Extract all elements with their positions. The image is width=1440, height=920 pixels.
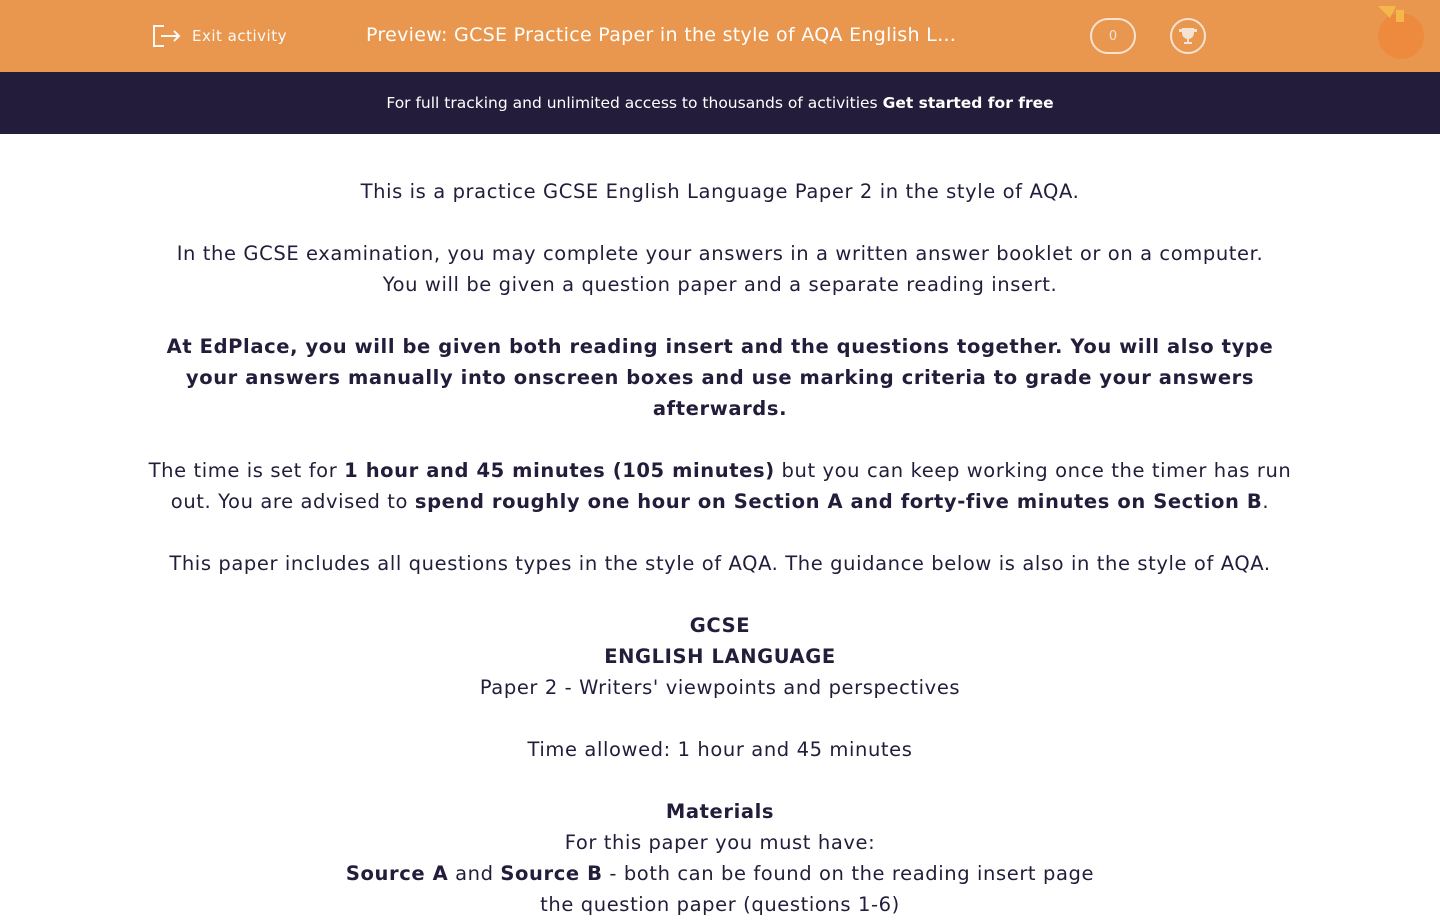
h-gcse: GCSE — [689, 614, 751, 637]
materials-heading: Materials — [665, 800, 775, 823]
exam-format-line2: You will be given a question paper and a separate reading insert. — [382, 273, 1058, 296]
sources-rest: - both can be found on the reading insert page — [602, 862, 1095, 885]
paper-heading — [140, 610, 1300, 703]
h-paper: Paper 2 - Writers' viewpoints and perspectives — [479, 676, 961, 699]
intro: This is a practice GCSE English Language Paper 2 in the style of AQA. — [360, 180, 1080, 203]
source-a: Source A — [345, 862, 449, 885]
time-note — [140, 455, 1300, 517]
source-b: Source B — [500, 862, 603, 885]
guidance-note: This paper includes all questions types in the style of AQA. The guidance below is also in the style of AQA. — [169, 552, 1271, 575]
exit-activity-button[interactable] — [150, 22, 287, 50]
edplace-note-text: At EdPlace, you will be given both reading insert and the questions together. You will also type your answers manually into onscreen boxes and use marking criteria to grade your answers afterwards. — [166, 335, 1274, 420]
t1: The time is set for — [148, 459, 345, 482]
exam-format-line1: In the GCSE examination, you may complete your answers in a written answer booklet or on a computer. — [176, 242, 1264, 265]
trophy-button[interactable] — [1170, 18, 1206, 54]
materials-intro: For this paper you must have: — [564, 831, 876, 854]
exit-label: Exit activity — [192, 27, 287, 45]
signup-banner — [0, 72, 1440, 134]
top-bar — [0, 0, 1440, 72]
materials — [140, 796, 1300, 920]
activity-title: Preview: GCSE Practice Paper in the style of AQA English L… — [366, 24, 957, 46]
edplace-logo — [1376, 4, 1430, 60]
banner-text: For full tracking and unlimited access to thousands of activities — [386, 94, 878, 112]
trophy-icon — [1178, 26, 1198, 46]
t4: spend roughly one hour on Section A and forty-five minutes on Section B — [414, 490, 1263, 513]
t2: 1 hour and 45 minutes (105 minutes) — [344, 459, 775, 482]
t3: but you can keep working once the timer has run out. You are advised to — [170, 459, 1292, 513]
edplace-note — [140, 331, 1300, 424]
instructions — [140, 176, 1300, 920]
exam-format — [140, 238, 1300, 300]
h-subject: ENGLISH LANGUAGE — [604, 645, 836, 668]
and: and — [448, 862, 501, 885]
time-allowed: Time allowed: 1 hour and 45 minutes — [527, 738, 913, 761]
score-badge: 0 — [1090, 18, 1136, 54]
get-started-link[interactable]: Get started for free — [882, 94, 1054, 112]
question-paper: the question paper (questions 1-6) — [540, 893, 900, 916]
exit-icon — [150, 22, 182, 50]
t5: . — [1262, 490, 1270, 513]
